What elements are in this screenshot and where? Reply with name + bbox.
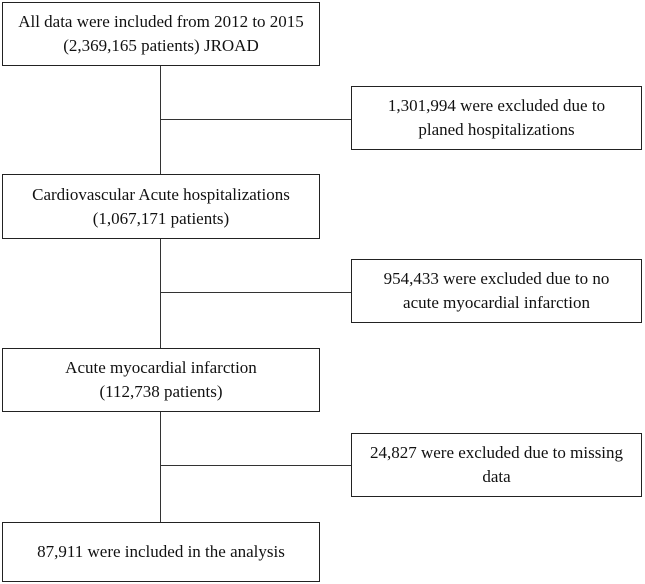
step-box-all-data-line1: All data were included from 2012 to 2015 [18,12,304,31]
step-box-acute-mi-line1: Acute myocardial infarction [65,358,257,377]
exclusion-box-planned-hospitalizations [351,86,642,150]
exclusion-box-no-ami-line2: acute myocardial infarction [403,293,590,312]
exclusion-box-no-ami [351,259,642,323]
step-box-cardiovascular-acute [2,174,320,239]
exclusion-box-planned-line2: planed hospitalizations [418,120,575,139]
connector-to-exclusion-2 [160,292,351,293]
exclusion-box-no-ami-line1: 954,433 were excluded due to no [383,269,610,288]
step-box-acute-mi-line2: (112,738 patients) [99,382,223,401]
exclusion-box-missing-data [351,433,642,497]
connector-to-exclusion-1 [160,119,351,120]
step-box-cardiovascular-acute-line1: Cardiovascular Acute hospitalizations [32,184,290,204]
exclusion-box-planned-line1: 1,301,994 were excluded due to [387,96,606,115]
step-box-all-data [2,2,320,66]
exclusion-box-missing-line1: 24,827 were excluded due to missing [369,443,624,462]
connector-step3-to-step4 [160,412,161,522]
connector-step1-to-step2 [160,66,161,174]
connector-step2-to-step3 [160,239,161,348]
step-box-all-data-line2: (2,369,165 patients) JROAD [63,36,259,55]
step-box-cardiovascular-acute-line2: (1,067,171 patients) [92,208,230,228]
step-box-included-analysis [2,522,320,582]
exclusion-box-missing-line2: data [482,467,511,486]
step-box-acute-mi [2,348,320,412]
connector-to-exclusion-3 [160,465,351,466]
step-box-included-analysis-line1: 87,911 were included in the analysis [37,542,285,561]
